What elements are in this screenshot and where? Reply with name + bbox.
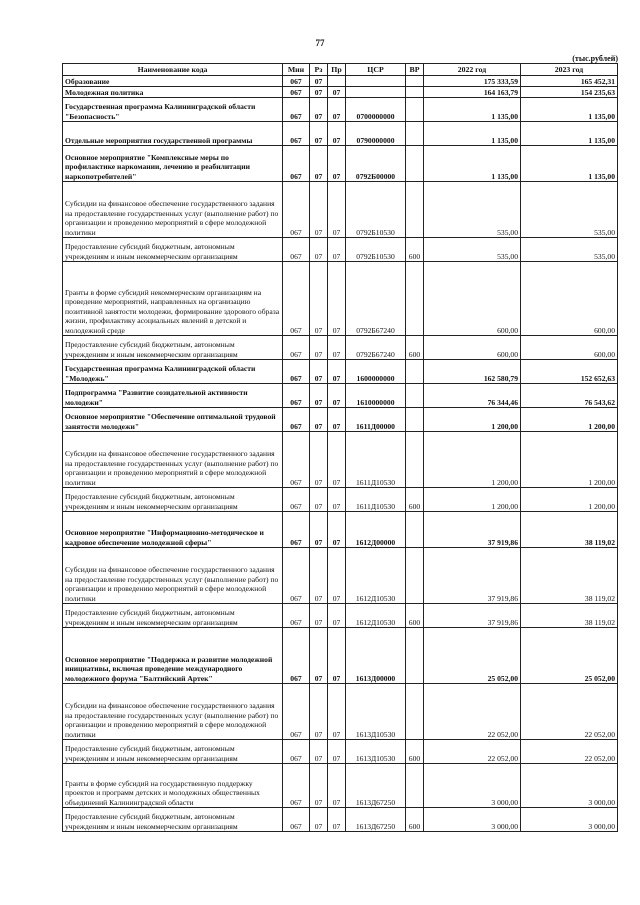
cell-2022: 37 919,86 [424,548,521,604]
cell-rz: 07 [310,604,328,628]
cell-pr: 07 [328,336,346,360]
cell-min: 067 [283,432,310,488]
cell-2023: 76 543,62 [521,384,618,408]
table-row [63,432,618,488]
cell-name: Субсидии на финансовое обеспечение государственного задания на предоставление государственных услуг (выполнение работ) по организации и проведению мероприятий в сфере молодежной политики [63,684,283,740]
cell-vr [406,146,424,182]
cell-min: 067 [283,764,310,808]
table-row [63,76,618,87]
cell-name: Отдельные мероприятия государственной программы [63,122,283,146]
cell-name: Подпрограмма "Развитие созидательной активности молодежи" [63,384,283,408]
cell-vr [406,384,424,408]
cell-rz: 07 [310,548,328,604]
cell-pr: 07 [328,628,346,684]
cell-2023: 1 200,00 [521,432,618,488]
cell-name: Субсидии на финансовое обеспечение государственного задания на предоставление государственных услуг (выполнение работ) по организации и проведению мероприятий в сфере молодежной политики [63,432,283,488]
cell-min: 067 [283,628,310,684]
cell-2022: 600,00 [424,262,521,336]
cell-vr: 600 [406,238,424,262]
cell-csr: 0792Б10530 [346,182,406,238]
cell-vr: 600 [406,808,424,832]
table-row [63,808,618,832]
header-pr: Пр [328,64,346,76]
cell-name: Государственная программа Калининградской области "Безопасность" [63,98,283,122]
cell-2022: 535,00 [424,238,521,262]
cell-name: Гранты в форме субсидий на государственную поддержку проектов и программ детских и молодежных общественных объединений Калининградской области [63,764,283,808]
table-row [63,182,618,238]
cell-min: 067 [283,146,310,182]
cell-vr [406,628,424,684]
cell-2022: 1 135,00 [424,122,521,146]
cell-csr: 1612Д00000 [346,512,406,548]
cell-2023: 22 052,00 [521,740,618,764]
cell-csr: 0790000000 [346,122,406,146]
table-row [63,98,618,122]
cell-name: Предоставление субсидий бюджетным, автономным учреждениям и иным некоммерческим организациям [63,740,283,764]
cell-csr: 0792Б10530 [346,238,406,262]
cell-min: 067 [283,684,310,740]
table-row [63,238,618,262]
cell-min: 067 [283,182,310,238]
cell-2022: 37 919,86 [424,512,521,548]
cell-vr: 600 [406,740,424,764]
cell-2023: 1 135,00 [521,98,618,122]
cell-2023: 152 652,63 [521,360,618,384]
cell-rz: 07 [310,238,328,262]
cell-2022: 1 200,00 [424,488,521,512]
cell-pr: 07 [328,262,346,336]
cell-min: 067 [283,87,310,98]
cell-csr: 1612Д10530 [346,548,406,604]
cell-min: 067 [283,122,310,146]
cell-vr: 600 [406,336,424,360]
table-row [63,336,618,360]
cell-rz: 07 [310,87,328,98]
cell-pr: 07 [328,808,346,832]
cell-vr [406,76,424,87]
cell-csr: 1611Д10530 [346,432,406,488]
cell-rz: 07 [310,262,328,336]
cell-min: 067 [283,408,310,432]
cell-vr [406,684,424,740]
header-rz: Рз [310,64,328,76]
cell-2022: 162 580,79 [424,360,521,384]
cell-pr: 07 [328,384,346,408]
cell-csr: 1613Д67250 [346,764,406,808]
cell-min: 067 [283,512,310,548]
cell-2022: 25 052,00 [424,628,521,684]
table-row [63,740,618,764]
cell-2023: 535,00 [521,238,618,262]
cell-csr: 1611Д10530 [346,488,406,512]
cell-2023: 22 052,00 [521,684,618,740]
cell-rz: 07 [310,432,328,488]
cell-vr [406,98,424,122]
cell-name: Гранты в форме субсидий некоммерческим организациям на проведение мероприятий, направленных на организацию позитивной занятости молодежи, формирование здорового образа жизни, профилактику асоциальных явлений в детской и молодежной среде [63,262,283,336]
cell-2022: 164 163,79 [424,87,521,98]
cell-2023: 1 135,00 [521,122,618,146]
cell-csr: 1613Д10530 [346,684,406,740]
cell-vr [406,548,424,604]
table-row [63,122,618,146]
cell-pr: 07 [328,684,346,740]
cell-csr [346,87,406,98]
cell-min: 067 [283,238,310,262]
cell-pr: 07 [328,146,346,182]
cell-vr [406,764,424,808]
cell-rz: 07 [310,98,328,122]
cell-vr [406,360,424,384]
cell-min: 067 [283,740,310,764]
cell-2022: 1 200,00 [424,408,521,432]
cell-min: 067 [283,262,310,336]
cell-rz: 07 [310,740,328,764]
cell-vr [406,512,424,548]
table-row [63,360,618,384]
cell-rz: 07 [310,360,328,384]
cell-pr: 07 [328,122,346,146]
header-csr: ЦСР [346,64,406,76]
cell-name: Предоставление субсидий бюджетным, автономным учреждениям и иным некоммерческим организациям [63,336,283,360]
cell-name: Предоставление субсидий бюджетным, автономным учреждениям и иным некоммерческим организациям [63,488,283,512]
page-number: 77 [315,38,325,48]
cell-min: 067 [283,604,310,628]
cell-2023: 3 000,00 [521,808,618,832]
cell-vr [406,87,424,98]
cell-rz: 07 [310,182,328,238]
cell-name: Субсидии на финансовое обеспечение государственного задания на предоставление государственных услуг (выполнение работ) по организации и проведению мероприятий в сфере молодежной политики [63,548,283,604]
cell-2023: 38 119,02 [521,512,618,548]
header-name: Наименование кода [63,64,283,76]
table-body [63,76,618,832]
cell-2023: 3 000,00 [521,764,618,808]
cell-rz: 07 [310,408,328,432]
cell-name: Образование [63,76,283,87]
table-row [63,146,618,182]
cell-pr: 07 [328,182,346,238]
cell-2022: 22 052,00 [424,684,521,740]
cell-2022: 37 919,86 [424,604,521,628]
cell-csr: 1613Д10530 [346,740,406,764]
cell-vr [406,262,424,336]
cell-min: 067 [283,76,310,87]
cell-csr: 0792Б00000 [346,146,406,182]
cell-pr: 07 [328,238,346,262]
cell-csr [346,76,406,87]
cell-vr [406,408,424,432]
cell-pr: 07 [328,740,346,764]
cell-csr: 1613Д67250 [346,808,406,832]
header-vr: ВР [406,64,424,76]
cell-csr: 0700000000 [346,98,406,122]
cell-rz: 07 [310,628,328,684]
table-row [63,488,618,512]
cell-vr [406,182,424,238]
cell-2023: 154 235,63 [521,87,618,98]
cell-2022: 535,00 [424,182,521,238]
cell-pr: 07 [328,98,346,122]
cell-name: Субсидии на финансовое обеспечение государственного задания на предоставление государственных услуг (выполнение работ) по организации и проведению мероприятий в сфере молодежной политики [63,182,283,238]
cell-pr: 07 [328,488,346,512]
table-row [63,384,618,408]
cell-pr: 07 [328,548,346,604]
cell-pr: 07 [328,360,346,384]
cell-rz: 07 [310,512,328,548]
cell-min: 067 [283,488,310,512]
cell-min: 067 [283,808,310,832]
cell-2022: 1 135,00 [424,146,521,182]
cell-csr: 1600000000 [346,360,406,384]
cell-min: 067 [283,336,310,360]
cell-pr: 07 [328,604,346,628]
cell-csr: 1612Д10530 [346,604,406,628]
cell-name: Основное мероприятие "Комплексные меры по профилактике наркомании, лечению и реабилитации наркопотребителей" [63,146,283,182]
cell-rz: 07 [310,336,328,360]
cell-2023: 165 452,31 [521,76,618,87]
cell-2023: 38 119,02 [521,604,618,628]
cell-min: 067 [283,384,310,408]
cell-2023: 535,00 [521,182,618,238]
cell-name: Предоставление субсидий бюджетным, автономным учреждениям и иным некоммерческим организациям [63,808,283,832]
units-label: (тыс.рублей) [572,54,618,63]
cell-min: 067 [283,360,310,384]
cell-name: Основное мероприятие "Информационно-методическое и кадровое обеспечение молодежной сферы" [63,512,283,548]
cell-name: Предоставление субсидий бюджетным, автономным учреждениям и иным некоммерческим организациям [63,238,283,262]
table-row [63,684,618,740]
cell-name: Государственная программа Калининградской области "Молодежь" [63,360,283,384]
table-row [63,628,618,684]
cell-2023: 1 135,00 [521,146,618,182]
cell-pr: 07 [328,87,346,98]
cell-csr: 0792Б67240 [346,262,406,336]
cell-name: Основное мероприятие "Поддержка и развитие молодежной инициативы, включая проведение международного молодежного форума "Балтийский Артек" [63,628,283,684]
table-row [63,604,618,628]
table-row [63,408,618,432]
cell-2022: 600,00 [424,336,521,360]
cell-name: Молодежная политика [63,87,283,98]
budget-table [62,63,618,832]
cell-pr: 07 [328,432,346,488]
cell-2022: 175 333,59 [424,76,521,87]
cell-2023: 1 200,00 [521,488,618,512]
cell-pr: 07 [328,512,346,548]
cell-min: 067 [283,548,310,604]
cell-vr [406,432,424,488]
cell-2022: 22 052,00 [424,740,521,764]
cell-name: Основное мероприятие "Обеспечение оптимальной трудовой занятости молодежи" [63,408,283,432]
header-min: Мин [283,64,310,76]
cell-rz: 07 [310,808,328,832]
cell-min: 067 [283,98,310,122]
cell-rz: 07 [310,384,328,408]
cell-2023: 25 052,00 [521,628,618,684]
table-row [63,548,618,604]
cell-2022: 1 200,00 [424,432,521,488]
cell-csr: 1613Д00000 [346,628,406,684]
cell-2022: 3 000,00 [424,808,521,832]
table-row [63,262,618,336]
cell-csr: 1611Д00000 [346,408,406,432]
cell-2023: 600,00 [521,336,618,360]
cell-2023: 1 200,00 [521,408,618,432]
header-2022: 2022 год [424,64,521,76]
cell-vr: 600 [406,604,424,628]
table-row [63,764,618,808]
cell-rz: 07 [310,122,328,146]
cell-2022: 76 344,46 [424,384,521,408]
cell-csr: 0792Б67240 [346,336,406,360]
cell-2022: 1 135,00 [424,98,521,122]
cell-vr: 600 [406,488,424,512]
cell-pr: 07 [328,764,346,808]
cell-rz: 07 [310,76,328,87]
header-2023: 2023 год [521,64,618,76]
cell-2023: 600,00 [521,262,618,336]
cell-name: Предоставление субсидий бюджетным, автономным учреждениям и иным некоммерческим организациям [63,604,283,628]
cell-vr [406,122,424,146]
cell-rz: 07 [310,488,328,512]
cell-rz: 07 [310,146,328,182]
cell-2023: 38 119,02 [521,548,618,604]
table-row [63,87,618,98]
cell-pr: 07 [328,408,346,432]
table-row [63,512,618,548]
cell-csr: 1610000000 [346,384,406,408]
cell-pr [328,76,346,87]
cell-rz: 07 [310,684,328,740]
cell-rz: 07 [310,764,328,808]
cell-2022: 3 000,00 [424,764,521,808]
table-header-row [63,64,618,76]
